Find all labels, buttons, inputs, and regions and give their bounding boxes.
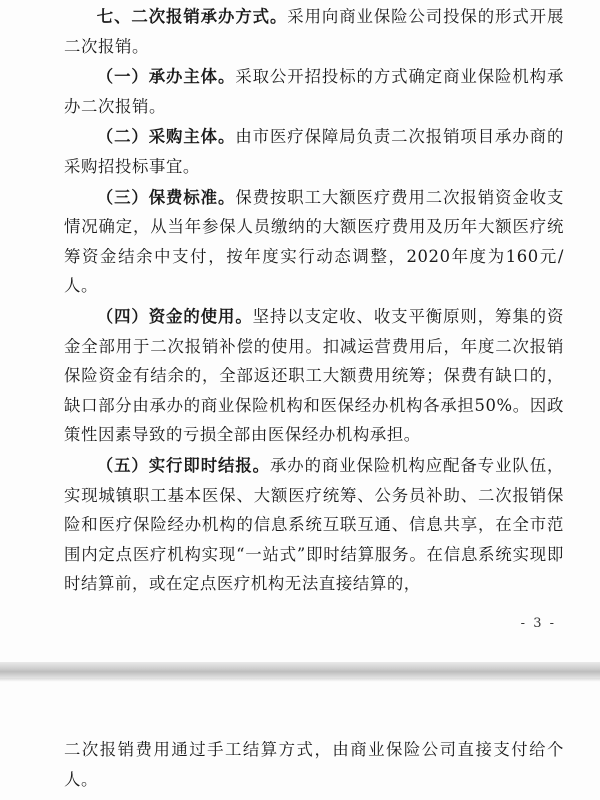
clause-5-paragraph [64, 451, 564, 599]
clause-5-title: （五）实行即时结报。 [96, 455, 270, 475]
clause-2-paragraph [64, 122, 564, 181]
clause-4-body: 坚持以支定收、收支平衡原则，筹集的资金全部用于二次报销补偿的使用。扣减运营费用后，年度二次报销保险资金有结余的，全部返还职工大额费用统筹；保费有缺口的，缺口部分由承办的商业保险机构和医保经办机构各承担50%。因政策性因素导致的亏损全部由医保经办机构承担。 [64, 306, 564, 445]
clause-1-paragraph [64, 62, 564, 121]
clause-3-title: （三）保费标准。 [96, 187, 236, 207]
clause-2-body: 由市医疗保障局负责二次报销项目承办商的采购招投标事宜。 [64, 127, 564, 176]
page-separator [0, 662, 600, 678]
clause-3-body: 保费按职工大额医疗费用二次报销资金收支情况确定，从当年参保人员缴纳的大额医疗费用及历年大额医疗统筹资金结余中支付，按年度实行动态调整，2020年度为160元/人。 [64, 187, 564, 296]
clause-2-title: （二）采购主体。 [96, 127, 236, 147]
section-heading-body: 采用向商业保险公司投保的形式开展二次报销。 [64, 7, 564, 56]
clause-1-body: 采取公开招投标的方式确定商业保险机构承办二次报销。 [64, 67, 564, 116]
clause-5-body: 承办的商业保险机构应配备专业队伍，实现城镇职工基本医保、大额医疗统筹、公务员补助、二次报销保险和医疗保险经办机构的信息系统互联互通、信息共享，在全市范围内定点医疗机构实现“一站式”即时结算服务。在信息系统实现即时结算前，或在定点医疗机构无法直接结算的， [64, 455, 565, 594]
clause-1-title: （一）承办主体。 [96, 67, 236, 87]
section-heading: 七、二次报销承办方式。 [96, 7, 288, 26]
next-page-content [64, 735, 564, 794]
clause-3-paragraph [64, 183, 564, 301]
page-number: - 3 - [520, 616, 556, 631]
page-separator-shadow [0, 678, 600, 682]
clause-4-title: （四）资金的使用。 [96, 306, 253, 326]
page-content [64, 2, 564, 599]
next-page-paragraph: 二次报销费用通过手工结算方式，由商业保险公司直接支付给个人。 [64, 740, 564, 789]
clause-4-paragraph [64, 302, 564, 450]
section-heading-paragraph [64, 2, 564, 61]
